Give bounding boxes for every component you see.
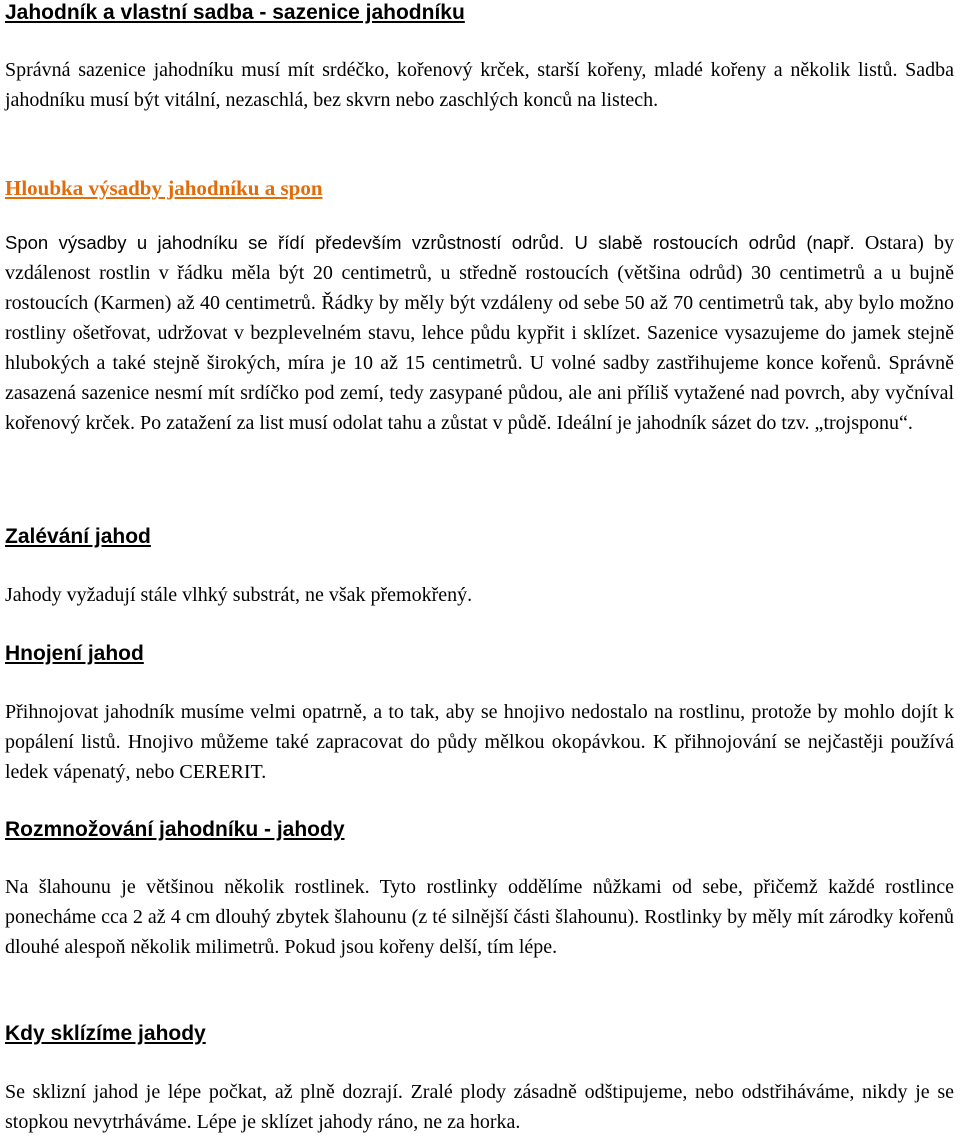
paragraph-hnojeni: Přihnojovat jahodník musíme velmi opatrně, a to tak, aby se hnojivo nedostalo na rostlinu, protože by mohlo dojít k popálení listů. Hnojivo můžeme také zapracovat do půdy mělkou okopávkou. K přihnojování se nejčastěji používá ledek vápenatý, nebo CERERIT.	[5, 701, 954, 783]
paragraph-zalevani: Jahody vyžadují stále vlhký substrát, ne však přemokřený.	[5, 584, 473, 606]
section-heading-rozmnozovani: Rozmnožování jahodníku - jahody	[5, 818, 345, 841]
section-heading-hnojeni: Hnojení jahod	[5, 642, 144, 665]
section-heading-hloubka	[5, 175, 323, 201]
paragraph-sadba: Správná sazenice jahodníku musí mít srdéčko, kořenový krček, starší kořeny, mladé kořeny a několik listů. Sadba jahodníku musí být vitální, nezaschlá, bez skvrn nebo zaschlých konců na listech.	[5, 59, 954, 111]
paragraph-hloubka-sans-part: Spon výsadby u jahodníku se řídí především vzrůstností odrůd. U slabě rostoucích odrůd (např.	[5, 232, 855, 253]
paragraph-hloubka-serif-part: Ostara) by vzdálenost rostlin v řádku měla být 20 centimetrů, u středně rostoucích (většina odrůd) 30 centimetrů a u bujně rostoucích (Karmen) až 40 centimetrů. Řádky by měly být vzdáleny od sebe 50 až 70 centimetrů tak, aby bylo možno rostliny ošetřovat, udržovat v bezplevelném stavu, lehce půdu kypřit i sklízet. Sazenice vysazujeme do jamek stejně hlubokých a také stejně širokých, míra je 10 až 15 centimetrů. U volné sadby zastřihujeme konce kořenů. Správně zasazená sazenice nesmí mít srdíčko pod zemí, tedy zasypané půdou, ale ani příliš vytažené nad povrch, aby vyčníval kořenový krček. Po zatažení za list musí odolat tahu a zůstat v půdě. Ideální je jahodník sázet do tzv. „trojsponu“.	[5, 232, 954, 434]
paragraph-rozmnozovani: Na šlahounu je většinou několik rostlinek. Tyto rostlinky oddělíme nůžkami od sebe, přičemž každé rostlince ponecháme cca 2 až 4 cm dlouhý zbytek šlahounu (z té silnější části šlahounu). Rostlinky by měly mít zárodky kořenů dlouhé alespoň několik milimetrů. Pokud jsou kořeny delší, tím lépe.	[5, 876, 954, 958]
paragraph-hloubka	[5, 228, 954, 438]
section-heading-zalevani: Zalévání jahod	[5, 525, 151, 548]
section-heading-hloubka-text: Hloubka výsadby jahodníku a spon	[5, 176, 323, 200]
section-heading-sadba: Jahodník a vlastní sadba - sazenice jahodníku	[5, 1, 465, 24]
section-heading-sklizen: Kdy sklízíme jahody	[5, 1022, 206, 1045]
paragraph-sklizen: Se sklizní jahod je lépe počkat, až plně dozrají. Zralé plody zásadně odštipujeme, nebo odstřiháváme, nikdy je se stopkou nevytrháváme. Lépe je sklízet jahody ráno, ne za horka.	[5, 1081, 954, 1133]
